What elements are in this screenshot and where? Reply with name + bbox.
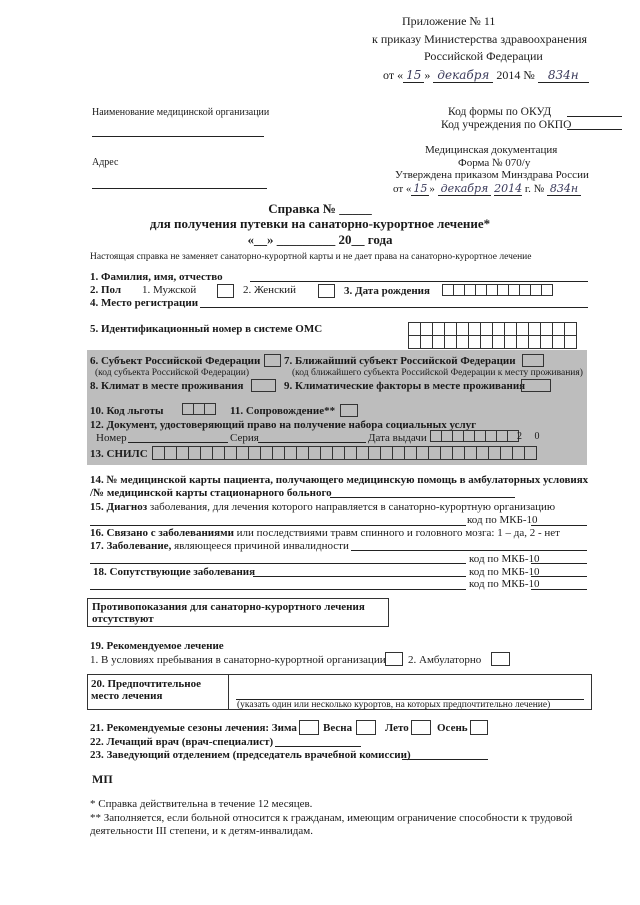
- f14-line2: /№ медицинской карты стационарного больного: [90, 487, 332, 499]
- footnote-2: ** Заполняется, если больной относится к гражданам, имеющим ограничение способности к трудовой: [90, 812, 573, 824]
- mkb-label-18: код по МКБ-10: [469, 566, 540, 578]
- f12-number: Номер: [96, 432, 127, 444]
- f6-sub: (код субъекта Российской Федерации): [95, 368, 249, 378]
- male-checkbox[interactable]: [217, 284, 234, 298]
- medoc-line3: Утверждена приказом Минздрава России: [395, 169, 589, 181]
- f23-label: 23. Заведующий отделением (председатель врачебной комиссии): [90, 749, 411, 761]
- oms-cell[interactable]: [564, 335, 577, 349]
- mkb-line-18[interactable]: [531, 566, 587, 577]
- disability-line2[interactable]: [90, 553, 466, 564]
- f2-label: 2. Пол: [90, 284, 122, 296]
- footnote-1: * Справка действительна в течение 12 месяцев.: [90, 798, 313, 810]
- f20-hint: (указать один или несколько курортов, на которых предпочтительно лечение): [237, 700, 551, 710]
- stamp-place: МП: [92, 772, 113, 786]
- f14-line1: 14. № медицинской карты пациента, получающего медицинскую помощь в амбулаторных условиях: [90, 474, 589, 486]
- f12-date: Дата выдачи: [368, 432, 427, 444]
- mkb-label-17: код по МКБ-10: [469, 553, 540, 565]
- snils-cell[interactable]: [524, 446, 537, 460]
- okud-label: Код формы по ОКУД: [448, 106, 552, 118]
- okud-line[interactable]: [567, 106, 622, 117]
- f19-option1: 1. В условиях пребывания в санаторно-курортной организации: [90, 654, 386, 666]
- benefit-cell[interactable]: [204, 403, 216, 415]
- mkb-line-18b[interactable]: [531, 579, 587, 590]
- f17-label: 17. Заболевание, являющееся причиной инвалидности: [90, 540, 349, 552]
- f11-label: 11. Сопровождение**: [230, 405, 336, 417]
- summer-checkbox[interactable]: [411, 720, 431, 735]
- f7-sub: (код ближайшего субъекта Российской Федерации к месту проживания): [292, 368, 583, 378]
- address-line[interactable]: [92, 178, 267, 189]
- doc-series-line[interactable]: [258, 432, 366, 443]
- f8-label: 8. Климат в месте проживания: [90, 380, 244, 392]
- f9-label: 9. Климатические факторы в месте проживания: [284, 380, 526, 392]
- head-line[interactable]: [402, 749, 488, 760]
- card-number-line[interactable]: [330, 487, 515, 498]
- f19-option2: 2. Амбулаторно: [408, 654, 482, 666]
- birthdate-grid[interactable]: [442, 284, 552, 296]
- escort-box[interactable]: [340, 404, 358, 417]
- summer-label: Лето: [385, 722, 409, 734]
- spring-checkbox[interactable]: [356, 720, 376, 735]
- medoc-line4: от « 15 » декабря 2014 г. № 834н: [393, 182, 581, 195]
- preferred-place-line[interactable]: [236, 689, 584, 700]
- outpatient-checkbox[interactable]: [491, 652, 510, 666]
- okpo-line[interactable]: [567, 119, 622, 130]
- f2-female: 2. Женский: [243, 284, 297, 296]
- diagnosis-line[interactable]: [90, 515, 466, 526]
- annex-title: Приложение № 11: [402, 14, 496, 28]
- okpo-label: Код учреждения по ОКПО: [441, 119, 572, 131]
- medoc-line2: Форма № 070/у: [458, 157, 531, 169]
- doctor-line[interactable]: [275, 736, 361, 747]
- doc-number-line[interactable]: [128, 432, 228, 443]
- f18-label: 18. Сопутствующие заболевания: [93, 566, 256, 578]
- climate-box[interactable]: [251, 379, 276, 392]
- f3-label: 3. Дата рождения: [344, 285, 430, 297]
- f12-label: 12. Документ, удостоверяющий право на получение набора социальных услуг: [90, 419, 477, 431]
- annex-order: к приказу Министерства здравоохранения: [372, 32, 588, 46]
- mkb-label-18b: код по МКБ-10: [469, 578, 540, 590]
- f19-label: 19. Рекомендуемое лечение: [90, 640, 224, 652]
- mkb-line-15[interactable]: [531, 515, 587, 526]
- preferred-place-divider: [228, 674, 229, 710]
- org-name-label: Наименование медицинской организации: [92, 107, 270, 118]
- contra-line1: Противопоказания для санаторно-курортного лечения: [92, 601, 365, 613]
- nearest-subject-box[interactable]: [522, 354, 544, 367]
- winter-checkbox[interactable]: [299, 720, 319, 735]
- f7-label: 7. Ближайший субъект Российской Федерации: [284, 355, 516, 367]
- org-name-line[interactable]: [92, 126, 264, 137]
- concomitant-line[interactable]: [253, 566, 466, 577]
- footnote-3: деятельности III степени, и к детям-инвалидам.: [90, 825, 313, 837]
- female-checkbox[interactable]: [318, 284, 335, 298]
- disability-line[interactable]: [351, 540, 587, 551]
- f20-line2: место лечения: [91, 690, 163, 702]
- f2-male: 1. Мужской: [142, 284, 197, 296]
- cert-number: Справка № _____: [268, 201, 372, 216]
- f13-label: 13. СНИЛС: [90, 448, 148, 460]
- oms-grid-row2[interactable]: [408, 335, 576, 349]
- autumn-checkbox[interactable]: [470, 720, 488, 735]
- fio-line[interactable]: [250, 271, 588, 282]
- oms-cell[interactable]: [564, 322, 577, 336]
- snils-grid[interactable]: [152, 446, 536, 460]
- registration-line[interactable]: [200, 297, 588, 308]
- spring-label: Весна: [323, 722, 353, 734]
- f20-line1: 20. Предпочтительное: [91, 678, 201, 690]
- issue-date-grid[interactable]: [430, 430, 518, 442]
- cert-date: «__» _________ 20__ года: [247, 232, 393, 247]
- mkb-label-15: код по МКБ-10: [467, 514, 538, 526]
- address-label: Адрес: [92, 157, 119, 168]
- notice: Настоящая справка не заменяет санаторно-курортной карты и не дает права на санаторно-курортное лечение: [90, 252, 532, 262]
- concomitant-line2[interactable]: [90, 579, 466, 590]
- climate-factors-box[interactable]: [521, 379, 551, 392]
- f22-label: 22. Лечащий врач (врач-специалист): [90, 736, 274, 748]
- f10-label: 10. Код льготы: [90, 405, 164, 417]
- issue-year-prefix: 2 0: [517, 431, 545, 442]
- sanatorium-checkbox[interactable]: [385, 652, 403, 666]
- autumn-label: Осень: [437, 722, 468, 734]
- f4-label: 4. Место регистрации: [90, 297, 199, 309]
- f6-label: 6. Субъект Российской Федерации: [90, 355, 261, 367]
- cert-title: для получения путевки на санаторно-курортное лечение*: [149, 216, 491, 231]
- f5-label: 5. Идентификационный номер в системе ОМС: [90, 323, 323, 335]
- medoc-line1: Медицинская документация: [425, 144, 558, 156]
- f15-label: 15. Диагноз заболевания, для лечения которого направляется в санаторно-курортную организацию: [90, 501, 556, 513]
- f21-label: 21. Рекомендуемые сезоны лечения: Зима: [90, 722, 297, 734]
- annex-date-line: от « 15 » декабря 2014 № 834н: [383, 68, 589, 83]
- f12-series: Серия: [230, 432, 259, 444]
- bd-cell[interactable]: [541, 284, 553, 296]
- contra-line2: отсутствуют: [92, 613, 154, 625]
- f16-label: 16. Связано с заболеваниями или последствиями травм спинного и головного мозга: 1 – да, 2 - нет: [90, 527, 560, 539]
- f1-label: 1. Фамилия, имя, отчество: [90, 271, 223, 283]
- benefit-code-grid[interactable]: [182, 403, 215, 415]
- annex-country: Российской Федерации: [424, 49, 543, 63]
- oms-grid-row1[interactable]: [408, 322, 576, 336]
- mkb-line-17[interactable]: [531, 553, 587, 564]
- subject-code-box[interactable]: [264, 354, 281, 367]
